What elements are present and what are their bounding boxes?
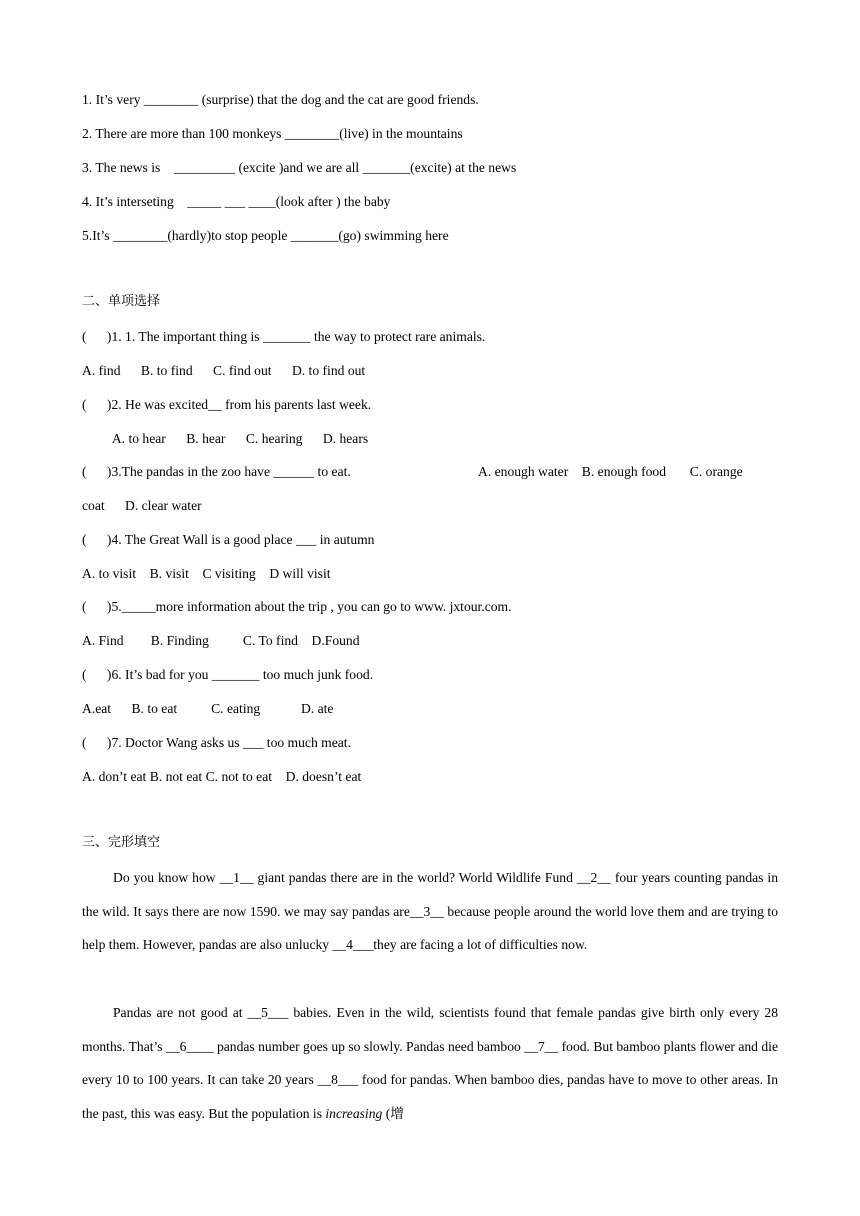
exercise-line-5: 5.It’s ________(hardly)to stop people _______(go) swimming here — [82, 228, 449, 243]
exercise-line-2: 2. There are more than 100 monkeys ________(live) in the mountains — [82, 126, 463, 141]
question-3-options-cont: coat D. clear water — [82, 498, 202, 513]
question-1: ( )1. 1. The important thing is _______ the way to protect rare animals. — [82, 329, 486, 344]
question-5: ( )5._____more information about the trip , you can go to www. jxtour.com. — [82, 599, 512, 614]
question-5-options: A. Find B. Finding C. To find D.Found — [82, 633, 360, 648]
cloze-paragraph-1 — [82, 861, 778, 962]
question-6: ( )6. It’s bad for you _______ too much junk food. — [82, 667, 374, 682]
exercise-line-3: 3. The news is _________ (excite )and we are all _______(excite) at the news — [82, 160, 517, 175]
cloze-paragraph-1-text: Do you know how __1__ giant pandas there are in the world? World Wildlife Fund __2__ four years counting pandas in the wild. It says there are now 1590. we may say pandas are__3__ because people around the world love them and are trying to help them. However, pandas are also unlucky __4___they are facing a lot of difficulties now. — [82, 870, 778, 953]
cloze-paragraph-2-text: Pandas are not good at __5___ babies. Even in the wild, scientists found that female pandas give birth only every 28 months. That’s __6____ pandas number goes up so slowly. Pandas need bamboo __7__ food. But bamboo plants flower and die every 10 to 100 years. It can take 20 years __8___ food for pandas. When bamboo dies, pandas have to move to other areas. In the past, this was easy. But the population is — [82, 1005, 778, 1122]
question-4-options: A. to visit B. visit C visiting D will visit — [82, 566, 331, 581]
question-3-options: A. enough water B. enough food C. orange — [478, 464, 743, 479]
question-4: ( )4. The Great Wall is a good place ___ in autumn — [82, 532, 375, 547]
exercise-line-4: 4. It’s interseting _____ ___ ____(look after ) the baby — [82, 194, 391, 209]
question-2-options: A. to hear B. hear C. hearing D. hears — [82, 431, 369, 446]
question-1-options: A. find B. to find C. find out D. to find out — [82, 363, 366, 378]
cloze-paragraph-2 — [82, 996, 778, 1131]
section-heading-multiple-choice: 二、单项选择 — [82, 294, 161, 309]
question-2: ( )2. He was excited__ from his parents last week. — [82, 397, 372, 412]
question-7-options: A. don’t eat B. not eat C. not to eat D. doesn’t eat — [82, 769, 362, 784]
cloze-italic-word: increasing — [325, 1106, 383, 1122]
section-heading-cloze: 三、完形填空 — [82, 835, 161, 850]
question-6-options: A.eat B. to eat C. eating D. ate — [82, 701, 334, 716]
question-7: ( )7. Doctor Wang asks us ___ too much meat. — [82, 735, 351, 750]
cloze-paragraph-2-tail: (增 — [382, 1106, 404, 1122]
exercise-line-1: 1. It’s very ________ (surprise) that the dog and the cat are good friends. — [82, 92, 479, 107]
question-3: ( )3.The pandas in the zoo have ______ to eat. — [82, 464, 351, 479]
